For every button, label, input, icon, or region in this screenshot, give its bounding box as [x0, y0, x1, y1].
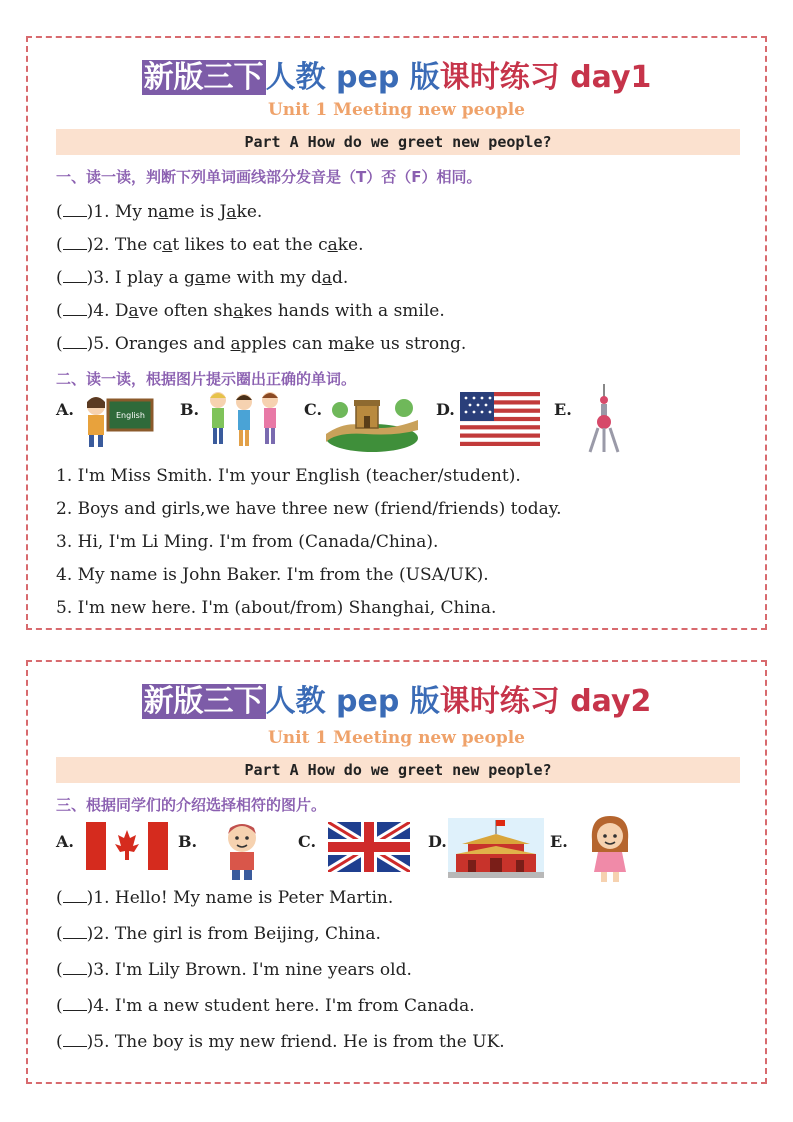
tiananmen-picture: [448, 818, 544, 878]
day2-part-bar: Part A How do we greet new people?: [56, 757, 740, 783]
day1-subtitle: Unit 1 Meeting new people: [267, 100, 526, 120]
answer-blank[interactable]: [63, 994, 87, 1011]
answer-blank[interactable]: [63, 332, 87, 349]
section3-heading: 三、根据同学们的介绍选择相符的图片。: [56, 796, 327, 814]
section1-item-2: ( )2. The cat likes to eat the cake.: [56, 235, 364, 255]
title-part1: 新版三下: [143, 684, 264, 719]
svg-text:English: English: [116, 411, 145, 420]
great-wall-picture: [326, 390, 418, 452]
section2-heading: 二、读一读，根据图片提示圈出正确的单词。: [56, 370, 357, 388]
option-letter-d: D.: [428, 832, 447, 851]
answer-blank[interactable]: [63, 299, 87, 316]
day2-subtitle: Unit 1 Meeting new people: [267, 728, 526, 748]
section3-item-4: ( )4. I'm a new student here. I'm from Canada.: [56, 996, 475, 1016]
title-part3: 课时练习: [439, 684, 571, 719]
group-of-children-picture: [204, 386, 284, 452]
title-part2: 人教 pep 版: [265, 684, 440, 719]
section1-item-5: ( )5. Oranges and apples can make us strong.: [56, 334, 467, 354]
oriental-pearl-tower-picture: [584, 384, 624, 454]
option-letter-e: E.: [554, 400, 572, 419]
usa-flag-picture: [460, 392, 540, 446]
answer-blank[interactable]: [63, 233, 87, 250]
section2-sentence-4: 4. My name is John Baker. I'm from the (USA/UK).: [56, 565, 489, 585]
option-letter-c: C.: [298, 832, 317, 851]
section2-sentence-5: 5. I'm new here. I'm (about/from) Shanghai, China.: [56, 598, 497, 618]
option-letter-c: C.: [304, 400, 323, 419]
day1-card: [26, 36, 767, 630]
section2-sentence-3: 3. Hi, I'm Li Ming. I'm from (Canada/China).: [56, 532, 439, 552]
uk-flag-picture: [328, 822, 410, 872]
section2-sentence-2: 2. Boys and girls,we have three new (friend/friends) today.: [56, 499, 562, 519]
option-letter-d: D.: [436, 400, 455, 419]
answer-blank[interactable]: [63, 958, 87, 975]
title-day: day1: [570, 60, 652, 95]
section1-item-3: ( )3. I play a game with my dad.: [56, 268, 349, 288]
title-part2: 人教 pep 版: [265, 60, 440, 95]
answer-blank[interactable]: [63, 200, 87, 217]
day2-title: [28, 676, 765, 720]
boy-cartoon-picture: [214, 818, 270, 880]
section1-heading: 一、读一读，判断下列单词画线部分发音是（T）否（F）相同。: [56, 168, 482, 186]
option-letter-b: B.: [178, 832, 198, 851]
option-letter-e: E.: [550, 832, 568, 851]
canada-flag-picture: [86, 822, 168, 870]
section2-sentence-1: 1. I'm Miss Smith. I'm your English (teacher/student).: [56, 466, 521, 486]
answer-blank[interactable]: [63, 922, 87, 939]
section1-item-4: ( )4. Dave often shakes hands with a smile.: [56, 301, 445, 321]
title-day: day2: [570, 684, 652, 719]
girl-cartoon-picture: [582, 812, 638, 884]
teacher-at-blackboard-picture: [78, 388, 156, 452]
section3-item-2: ( )2. The girl is from Beijing, China.: [56, 924, 381, 944]
option-letter-a: A.: [56, 832, 74, 851]
option-letter-a: A.: [56, 400, 74, 419]
day1-part-bar: Part A How do we greet new people?: [56, 129, 740, 155]
day1-title: [28, 52, 765, 96]
title-part1: 新版三下: [143, 60, 264, 95]
answer-blank[interactable]: [63, 886, 87, 903]
day2-card: [26, 660, 767, 1084]
section1-item-1: ( )1. My name is Jake.: [56, 202, 263, 222]
answer-blank[interactable]: [63, 266, 87, 283]
option-letter-b: B.: [180, 400, 200, 419]
section3-item-1: ( )1. Hello! My name is Peter Martin.: [56, 888, 394, 908]
answer-blank[interactable]: [63, 1030, 87, 1047]
title-part3: 课时练习: [439, 60, 571, 95]
section3-item-3: ( )3. I'm Lily Brown. I'm nine years old.: [56, 960, 412, 980]
section3-item-5: ( )5. The boy is my new friend. He is from the UK.: [56, 1032, 505, 1052]
